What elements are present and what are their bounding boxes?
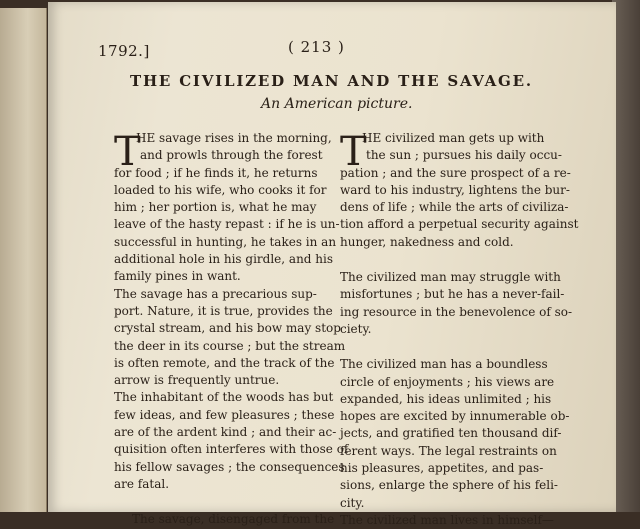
text-line: tion afford a perpetual security against [340, 217, 579, 232]
paragraph-gap [340, 338, 548, 356]
text-line: are of the ardent kind ; and their ac- [114, 425, 337, 440]
article-subtitle: An American picture. [261, 96, 413, 112]
text-line: misfortunes ; but he has a never-fail- [340, 287, 565, 302]
text-line: loaded to his wife, who cooks it for [114, 182, 327, 197]
text-line: The inhabitant of the woods has but [114, 390, 334, 405]
text-line: ciety. [340, 321, 372, 336]
left-column-text [114, 130, 349, 529]
text-line: the sun ; pursues his daily occu- [366, 148, 562, 163]
text-line: few ideas, and few pleasures ; these [114, 407, 335, 422]
text-line: city. [340, 495, 365, 510]
facing-page-edge [0, 8, 47, 512]
text-line: the deer in its course ; but the stream [114, 338, 346, 353]
text-line: ferent ways. The legal restraints on [340, 443, 557, 458]
right-column [340, 129, 579, 529]
text-line: additional hole in his girdle, and his [114, 252, 334, 267]
text-line: his fellow savages ; the consequences [114, 459, 345, 474]
text-line: The savage has a precarious sup- [114, 286, 317, 301]
right-column-text [340, 130, 579, 529]
text-line: The civilized man has a boundless [340, 357, 548, 372]
text-line: The savage, disengaged from the [132, 512, 335, 527]
book-edge [612, 0, 640, 512]
text-line: sions, enlarge the sphere of his feli- [340, 478, 558, 493]
text-line: ward to his industry, lightens the bur- [340, 182, 570, 197]
page-number: ( 213 ) [288, 38, 345, 56]
paragraph-gap [114, 493, 326, 511]
text-line: his pleasures, appetites, and pas- [340, 461, 544, 476]
text-line: circle of enjoyments ; his views are [340, 374, 555, 389]
text-line: port. Nature, it is true, provides the [114, 303, 333, 318]
text-line: crystal stream, and his bow may stop [114, 321, 341, 336]
text-line: dens of life ; while the arts of civiliza- [340, 200, 569, 215]
drop-cap: T [114, 129, 141, 175]
text-line: The civilized man lives in himself— [340, 512, 554, 527]
text-line: for food ; if he finds it, he returns [114, 165, 318, 180]
text-line: quisition often interferes with those of [114, 442, 349, 457]
text-line: leave of the hasty repast : if he is un- [114, 217, 340, 232]
text-line: The civilized man may struggle with [340, 270, 561, 285]
text-line: hunger, nakedness and cold. [340, 234, 514, 249]
text-line: arrow is frequently untrue. [114, 373, 280, 388]
text-line: and prowls through the forest [140, 148, 323, 163]
text-line: ing resource in the benevolence of so- [340, 304, 573, 319]
drop-cap: T [340, 129, 367, 175]
text-line: pation ; and the sure prospect of a re- [340, 165, 571, 180]
article-title: THE CIVILIZED MAN AND THE SAVAGE. [130, 72, 533, 90]
text-line: hopes are excited by innumerable ob- [340, 409, 570, 424]
left-column [114, 129, 349, 529]
text-line: jects, and gratified ten thousand dif- [340, 426, 562, 441]
text-line: is often remote, and the track of the [114, 355, 335, 370]
page-header-year: 1792.] [98, 42, 150, 60]
text-line: successful in hunting, he takes in an [114, 234, 337, 249]
text-line: expanded, his ideas unlimited ; his [340, 391, 552, 406]
text-line: him ; her portion is, what he may [114, 200, 317, 215]
text-line: family pines in want. [114, 269, 241, 284]
text-line: HE savage rises in the morning, [136, 131, 332, 145]
text-line: are fatal. [114, 476, 170, 491]
text-line: HE civilized man gets up with [362, 131, 545, 145]
book-page [48, 2, 616, 527]
paragraph-gap [340, 251, 548, 269]
